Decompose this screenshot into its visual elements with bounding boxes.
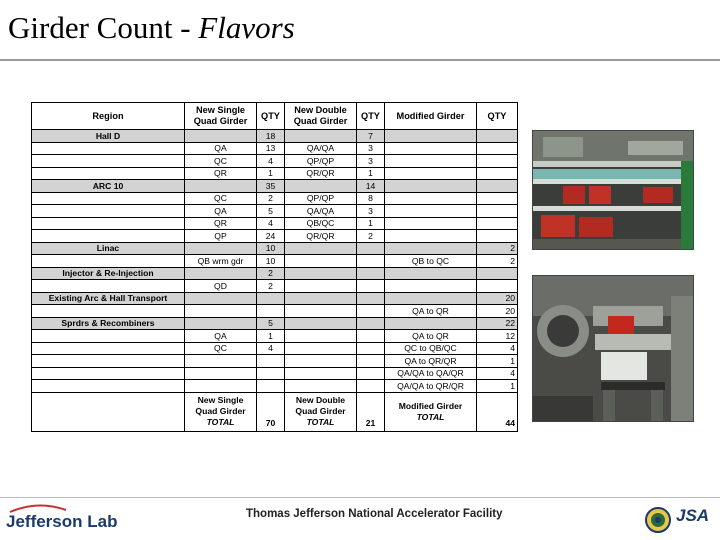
girder-table-container: [31, 102, 517, 432]
cell-qty-single: 24: [257, 230, 285, 243]
cell-qty-double: [357, 255, 385, 268]
table-row: [32, 230, 518, 243]
header-region: Region: [32, 103, 185, 130]
header-single-quad: New Single Quad Girder: [185, 103, 257, 130]
total-single-text: New Single Quad Girder: [195, 395, 246, 416]
cell-qty-single: 4: [257, 342, 285, 355]
girder-photo-bottom: [532, 275, 694, 422]
cell-qty-single: [257, 367, 285, 380]
cell-modified: QA to QR: [385, 330, 477, 343]
cell-modified: [385, 142, 477, 155]
cell-qty-single: 13: [257, 142, 285, 155]
footer-divider: [0, 497, 720, 498]
jsa-logo: JSA: [676, 506, 710, 525]
cell-double-quad: [285, 342, 357, 355]
cell-modified: [385, 180, 477, 193]
cell-single-quad: [185, 267, 257, 280]
cell-double-quad: [285, 355, 357, 368]
table-row: [32, 242, 518, 255]
cell-double-quad: [285, 380, 357, 393]
total-single-word: TOTAL: [206, 417, 235, 427]
cell-qty-double: [357, 355, 385, 368]
cell-region: [32, 255, 185, 268]
cell-region: [32, 217, 185, 230]
cell-qty-modified: 22: [477, 317, 518, 330]
cell-region: [32, 330, 185, 343]
girder-photo-top: [532, 130, 694, 250]
facility-name: Thomas Jefferson National Accelerator Facility: [246, 508, 503, 520]
cell-single-quad: [185, 305, 257, 318]
cell-qty-single: 1: [257, 330, 285, 343]
cell-qty-single: [257, 355, 285, 368]
cell-qty-double: 7: [357, 130, 385, 143]
cell-double-quad: QP/QP: [285, 192, 357, 205]
cell-double-quad: QA/QA: [285, 142, 357, 155]
cell-modified: [385, 242, 477, 255]
table-row: [32, 280, 518, 293]
cell-qty-modified: [477, 155, 518, 168]
table-row: [32, 330, 518, 343]
cell-qty-double: [357, 242, 385, 255]
table-row: [32, 292, 518, 305]
cell-qty-modified: 1: [477, 380, 518, 393]
cell-modified: [385, 317, 477, 330]
cell-modified: [385, 205, 477, 218]
cell-qty-single: 4: [257, 155, 285, 168]
cell-modified: QC to QB/QC: [385, 342, 477, 355]
table-row: [32, 267, 518, 280]
cell-region: Injector & Re-Injection: [32, 267, 185, 280]
cell-qty-modified: [477, 205, 518, 218]
total-modified-qty: 44: [477, 392, 518, 431]
cell-qty-double: [357, 292, 385, 305]
cell-region: ARC 10: [32, 180, 185, 193]
header-qty-modified: QTY: [477, 103, 518, 130]
table-row: [32, 167, 518, 180]
cell-single-quad: [185, 355, 257, 368]
doe-seal-icon: [645, 507, 671, 533]
cell-qty-single: [257, 380, 285, 393]
table-row: [32, 217, 518, 230]
cell-qty-single: [257, 305, 285, 318]
cell-single-quad: [185, 130, 257, 143]
total-double-text: New Double Quad Girder: [295, 395, 346, 416]
cell-modified: QB to QC: [385, 255, 477, 268]
cell-double-quad: QB/QC: [285, 217, 357, 230]
cell-qty-modified: 12: [477, 330, 518, 343]
cell-region: [32, 305, 185, 318]
jefferson-lab-swoosh-icon: [8, 504, 68, 514]
totals-row: [32, 392, 518, 431]
girder-photo-top-art: [533, 131, 693, 249]
cell-qty-modified: 20: [477, 292, 518, 305]
cell-qty-modified: [477, 217, 518, 230]
cell-qty-single: 5: [257, 205, 285, 218]
cell-region: [32, 380, 185, 393]
title-italic: Flavors: [198, 10, 295, 45]
cell-double-quad: [285, 180, 357, 193]
cell-single-quad: [185, 180, 257, 193]
cell-qty-single: 35: [257, 180, 285, 193]
cell-double-quad: QR/QR: [285, 230, 357, 243]
cell-qty-double: 1: [357, 167, 385, 180]
cell-qty-modified: 2: [477, 242, 518, 255]
cell-qty-modified: 20: [477, 305, 518, 318]
table-row: [32, 317, 518, 330]
cell-single-quad: QC: [185, 342, 257, 355]
table-row: [32, 205, 518, 218]
cell-modified: [385, 167, 477, 180]
total-modified-label: [385, 392, 477, 431]
cell-single-quad: QA: [185, 205, 257, 218]
cell-qty-modified: [477, 167, 518, 180]
cell-double-quad: [285, 367, 357, 380]
jefferson-lab-logo: [6, 512, 117, 532]
header-qty-double: QTY: [357, 103, 385, 130]
cell-qty-single: 2: [257, 280, 285, 293]
cell-qty-double: 3: [357, 205, 385, 218]
cell-modified: [385, 280, 477, 293]
girder-photo-bottom-art: [533, 276, 693, 421]
slide-title: [8, 10, 295, 46]
table-row: [32, 380, 518, 393]
cell-modified: [385, 292, 477, 305]
cell-region: [32, 192, 185, 205]
cell-single-quad: QC: [185, 155, 257, 168]
header-modified: Modified Girder: [385, 103, 477, 130]
cell-qty-single: 4: [257, 217, 285, 230]
cell-region: Hall D: [32, 130, 185, 143]
cell-double-quad: [285, 305, 357, 318]
total-modified-text: Modified Girder: [398, 400, 463, 411]
cell-single-quad: [185, 292, 257, 305]
cell-region: [32, 205, 185, 218]
cell-qty-modified: [477, 180, 518, 193]
cell-qty-modified: [477, 230, 518, 243]
cell-single-quad: QR: [185, 167, 257, 180]
cell-modified: QA to QR: [385, 305, 477, 318]
table-row: [32, 355, 518, 368]
cell-region: [32, 155, 185, 168]
cell-modified: [385, 230, 477, 243]
cell-qty-modified: [477, 280, 518, 293]
cell-single-quad: QC: [185, 192, 257, 205]
cell-qty-single: 18: [257, 130, 285, 143]
table-row: [32, 155, 518, 168]
table-row: [32, 192, 518, 205]
cell-qty-double: 8: [357, 192, 385, 205]
cell-qty-single: 10: [257, 242, 285, 255]
total-single-label: [185, 392, 257, 431]
total-double-word: TOTAL: [306, 417, 335, 427]
cell-qty-double: [357, 305, 385, 318]
total-modified-word: TOTAL: [416, 411, 445, 422]
cell-qty-double: [357, 317, 385, 330]
cell-single-quad: [185, 317, 257, 330]
total-double-qty: 21: [357, 392, 385, 431]
cell-double-quad: [285, 292, 357, 305]
table-row: [32, 305, 518, 318]
cell-region: [32, 167, 185, 180]
cell-single-quad: QB wrm gdr: [185, 255, 257, 268]
cell-region: [32, 280, 185, 293]
cell-qty-modified: 4: [477, 367, 518, 380]
table-row: [32, 142, 518, 155]
cell-qty-double: 1: [357, 217, 385, 230]
cell-modified: [385, 217, 477, 230]
cell-qty-double: 14: [357, 180, 385, 193]
cell-modified: [385, 267, 477, 280]
cell-double-quad: [285, 317, 357, 330]
cell-qty-single: 2: [257, 267, 285, 280]
total-single-qty: 70: [257, 392, 285, 431]
header-double-quad: New Double Quad Girder: [285, 103, 357, 130]
cell-double-quad: [285, 267, 357, 280]
cell-qty-modified: [477, 142, 518, 155]
table-row: [32, 255, 518, 268]
cell-qty-double: 3: [357, 155, 385, 168]
cell-double-quad: QP/QP: [285, 155, 357, 168]
cell-single-quad: QD: [185, 280, 257, 293]
cell-qty-single: 10: [257, 255, 285, 268]
cell-qty-modified: [477, 130, 518, 143]
cell-qty-modified: 4: [477, 342, 518, 355]
cell-qty-single: [257, 292, 285, 305]
cell-region: Sprdrs & Recombiners: [32, 317, 185, 330]
cell-single-quad: [185, 367, 257, 380]
table-row: [32, 367, 518, 380]
cell-qty-double: [357, 330, 385, 343]
cell-qty-modified: 1: [477, 355, 518, 368]
cell-qty-double: [357, 380, 385, 393]
cell-double-quad: [285, 255, 357, 268]
girder-count-table: [31, 102, 518, 432]
cell-qty-double: [357, 367, 385, 380]
total-double-label: [285, 392, 357, 431]
cell-single-quad: QR: [185, 217, 257, 230]
cell-region: [32, 367, 185, 380]
cell-modified: QA/QA to QA/QR: [385, 367, 477, 380]
cell-modified: QA/QA to QR/QR: [385, 380, 477, 393]
cell-region: [32, 230, 185, 243]
header-qty-single: QTY: [257, 103, 285, 130]
cell-region: [32, 355, 185, 368]
table-body: [32, 130, 518, 393]
cell-modified: QA to QR/QR: [385, 355, 477, 368]
totals-region-cell: [32, 392, 185, 431]
cell-qty-double: [357, 267, 385, 280]
table-header-row: [32, 103, 518, 130]
cell-single-quad: QP: [185, 230, 257, 243]
cell-qty-modified: 2: [477, 255, 518, 268]
cell-double-quad: QR/QR: [285, 167, 357, 180]
cell-qty-double: 3: [357, 142, 385, 155]
cell-qty-double: [357, 342, 385, 355]
cell-single-quad: [185, 242, 257, 255]
cell-qty-modified: [477, 192, 518, 205]
cell-region: [32, 142, 185, 155]
cell-single-quad: QA: [185, 142, 257, 155]
cell-double-quad: [285, 242, 357, 255]
table-row: [32, 130, 518, 143]
cell-modified: [385, 192, 477, 205]
cell-qty-double: 2: [357, 230, 385, 243]
cell-region: Existing Arc & Hall Transport: [32, 292, 185, 305]
cell-double-quad: [285, 130, 357, 143]
cell-qty-single: 2: [257, 192, 285, 205]
cell-qty-modified: [477, 267, 518, 280]
cell-double-quad: QA/QA: [285, 205, 357, 218]
cell-double-quad: [285, 280, 357, 293]
cell-modified: [385, 130, 477, 143]
cell-single-quad: [185, 380, 257, 393]
cell-region: [32, 342, 185, 355]
cell-double-quad: [285, 330, 357, 343]
cell-modified: [385, 155, 477, 168]
jefferson-lab-text: Jefferson Lab: [6, 512, 118, 531]
cell-qty-double: [357, 280, 385, 293]
cell-qty-single: 5: [257, 317, 285, 330]
table-row: [32, 342, 518, 355]
title-divider: [0, 59, 720, 61]
title-main: Girder Count -: [8, 10, 199, 45]
cell-qty-single: 1: [257, 167, 285, 180]
table-row: [32, 180, 518, 193]
cell-region: Linac: [32, 242, 185, 255]
cell-single-quad: QA: [185, 330, 257, 343]
